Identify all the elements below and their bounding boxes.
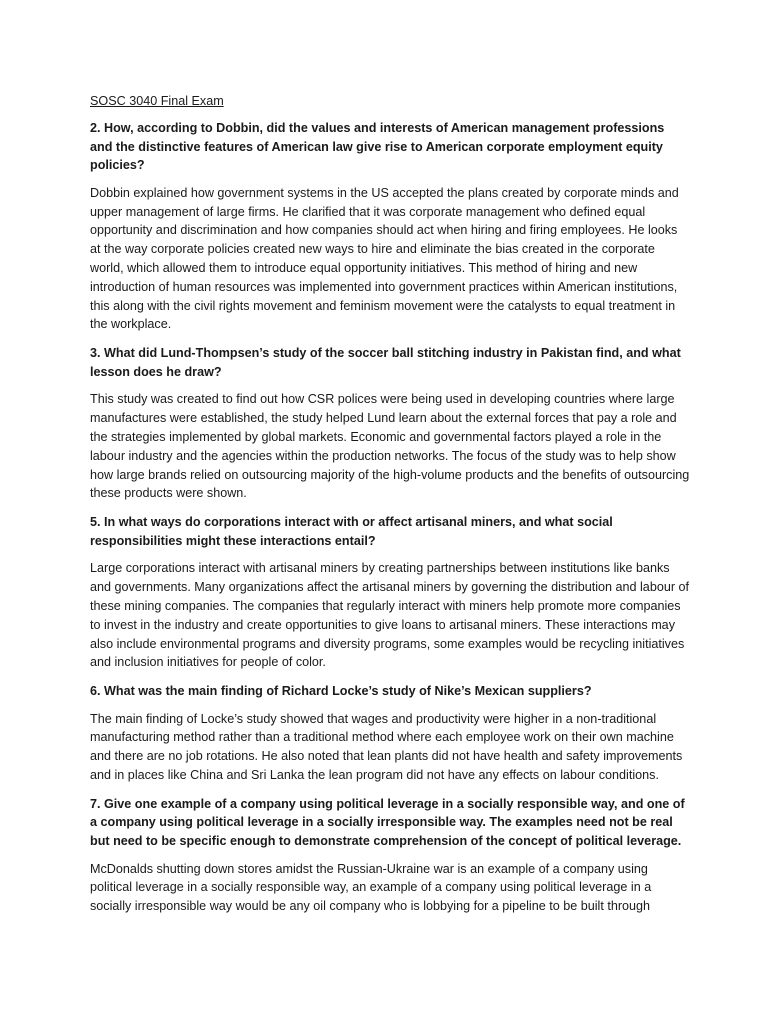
- answer-6: The main finding of Locke’s study showed that wages and productivity were higher in a non-traditional manufacturing method rather than a traditional method where each employee work on their own machine and there are no job rotations. He also noted that lean plants did not have health and safety improvements and in places like China and Sri Lanka the lean program did not have any effects on labour conditions.: [90, 711, 683, 783]
- question-6: 6. What was the main finding of Richard Locke’s study of Nike’s Mexican suppliers?: [90, 684, 592, 699]
- answer-5: Large corporations interact with artisanal miners by creating partnerships between institutions like banks and governments. Many organizations affect the artisanal miners by governing the distribution and labour of these mining companies. The companies that regularly interact with miners help promote more companies to invest in the industry and create opportunities to give loans to artisanal miners. These interactions may also include environmental programs and diversity programs, some examples would be recycling initiatives and inclusion initiatives for people of color.: [90, 561, 690, 670]
- answer-7: McDonalds shutting down stores amidst the Russian-Ukraine war is an example of a company using political leverage in a socially responsible way, an example of a company using political leverage in a socially irresponsible way would be any oil company who is lobbying for a pipeline to be built through: [90, 861, 652, 914]
- question-5: 5. In what ways do corporations interact with or affect artisanal miners, and what social responsibilities might these interactions entail?: [90, 515, 613, 548]
- answer-2: Dobbin explained how government systems in the US accepted the plans created by corporate minds and upper management of large firms. He clarified that it was corporate management who defined equal opportunity and discrimination and how companies should act when hiring and firing employees. He looks at the way corporate policies created new ways to hire and eliminate the bias created in the corporate world, which allowed them to introduce equal opportunity initiatives. This method of hiring and new introduction of human resources was implemented into government practices within American institutions, this along with the civil rights movement and feminism movement were the catalysts to equal treatment in the workplace.: [90, 185, 679, 332]
- answer-3: This study was created to find out how CSR polices were being used in developing countries where large manufactures were established, the study helped Lund learn about the external forces that pay a role and the strategies implemented by global markets. Economic and governmental factors played a role in the labour industry and the agencies within the production networks. The focus of the study was to help show how large brands relied on outsourcing majority of the high-volume products and the benefits of outsourcing these products were shown.: [90, 392, 690, 501]
- question-3: 3. What did Lund-Thompsen’s study of the soccer ball stitching industry in Pakistan find, and what lesson does he draw?: [90, 346, 681, 379]
- document-title: SOSC 3040 Final Exam: [90, 94, 224, 108]
- exam-section-q3: [90, 344, 690, 503]
- question-7: 7. Give one example of a company using political leverage in a socially responsible way, and one of a company using political leverage in a socially irresponsible way. The examples need not be real but need to be specific enough to demonstrate comprehension of the concept of political leverage.: [90, 796, 685, 849]
- exam-section-q2: [90, 119, 690, 334]
- exam-section-q5: [90, 513, 690, 672]
- document-page: [90, 92, 690, 926]
- exam-section-q6: [90, 682, 690, 785]
- exam-section-q7: [90, 795, 690, 916]
- question-2: 2. How, according to Dobbin, did the values and interests of American management professions and the distinctive features of American law give rise to American corporate employment equity policies?: [90, 121, 665, 173]
